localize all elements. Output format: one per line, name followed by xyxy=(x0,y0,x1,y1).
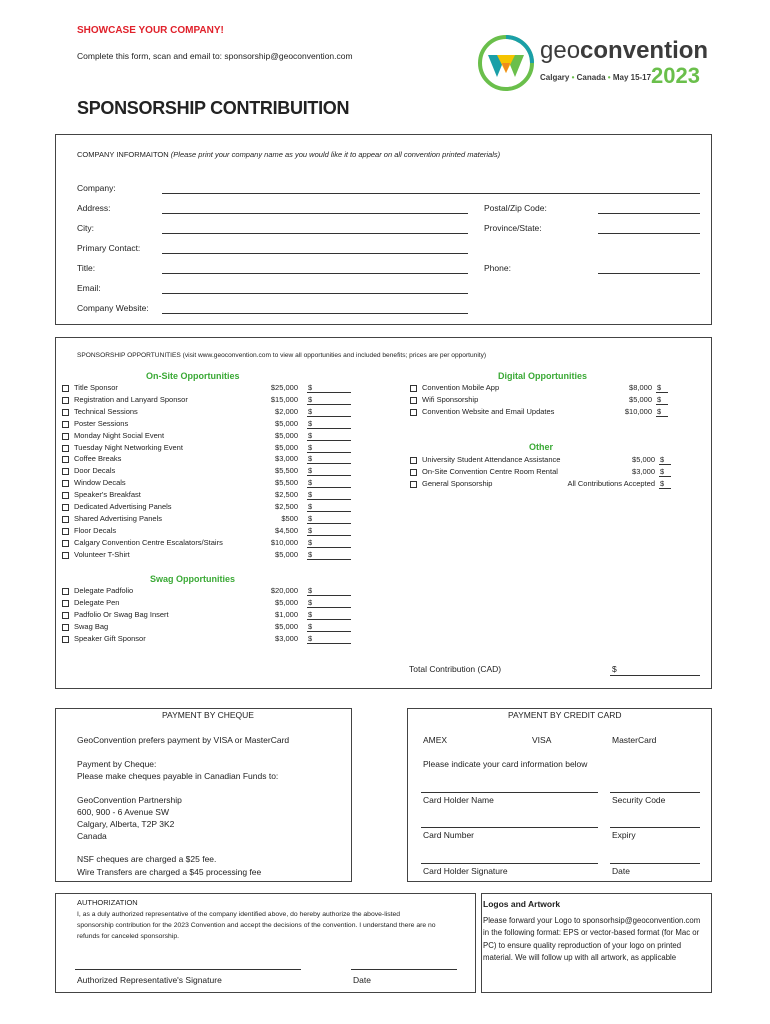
option-row[interactable] xyxy=(62,634,362,646)
option-price: $500 xyxy=(281,513,298,523)
option-amount-field[interactable] xyxy=(656,404,668,405)
option-row[interactable] xyxy=(62,383,362,395)
option-row[interactable] xyxy=(62,622,362,634)
digital-title: Digital Opportunities xyxy=(498,371,587,381)
city-field[interactable] xyxy=(162,233,468,234)
option-checkbox[interactable] xyxy=(62,552,69,559)
logos-text: Please forward your Logo to sponsorhsip@geoconvention.com in the following format: EPS or vector-based format (for Mac or PC) to ensure quality reproduction of your logo on printed material. We will follow up with all artwork, as applicable xyxy=(483,916,701,962)
option-dollar: $ xyxy=(308,478,313,488)
email-field[interactable] xyxy=(162,293,468,294)
option-row[interactable] xyxy=(410,407,710,419)
option-price: All Contributions Accepted xyxy=(567,478,655,488)
option-checkbox[interactable] xyxy=(410,409,417,416)
option-amount-field[interactable] xyxy=(307,523,351,524)
cheque-nsf: NSF cheques are charged a $25 fee. xyxy=(77,854,217,864)
option-checkbox[interactable] xyxy=(62,409,69,416)
option-checkbox[interactable] xyxy=(410,457,417,464)
city-label: City: xyxy=(77,223,94,233)
option-dollar: $ xyxy=(308,466,313,476)
option-price: $10,000 xyxy=(624,406,652,416)
option-row[interactable] xyxy=(62,395,362,407)
option-name: Delegate Pen xyxy=(74,597,120,607)
option-checkbox[interactable] xyxy=(62,516,69,523)
option-checkbox[interactable] xyxy=(62,504,69,511)
option-row[interactable] xyxy=(62,502,362,514)
card-indicate: Please indicate your card information below xyxy=(423,759,588,769)
option-price: $5,500 xyxy=(275,478,298,488)
option-checkbox[interactable] xyxy=(62,612,69,619)
swag-title: Swag Opportunities xyxy=(150,574,236,584)
card-number-field[interactable] xyxy=(421,827,598,828)
option-amount-field[interactable] xyxy=(307,631,351,632)
option-name: General Sponsorship xyxy=(422,478,493,488)
option-row[interactable] xyxy=(62,610,362,622)
option-name: Swag Bag xyxy=(74,621,109,631)
address-field[interactable] xyxy=(162,213,468,214)
option-checkbox[interactable] xyxy=(62,624,69,631)
option-name: University Student Attendance Assistance xyxy=(422,455,561,464)
option-price: $1,000 xyxy=(275,609,298,619)
option-dollar: $ xyxy=(308,394,313,404)
card-holder-name-label: Card Holder Name xyxy=(423,795,494,805)
expiry-label: Expiry xyxy=(612,830,636,840)
option-dollar: $ xyxy=(308,525,313,535)
logo-name-prefix: geo xyxy=(540,37,581,64)
onsite-title: On-Site Opportunities xyxy=(146,371,240,381)
option-dollar: $ xyxy=(308,633,313,643)
option-dollar: $ xyxy=(308,418,313,428)
showcase-heading: SHOWCASE YOUR COMPANY! xyxy=(77,25,224,36)
title-label: Title: xyxy=(77,263,96,273)
option-name: Poster Sessions xyxy=(74,418,129,428)
logo-year: 2023 xyxy=(651,63,700,88)
option-price: $2,500 xyxy=(275,490,298,500)
total-contribution-label: Total Contribution (CAD) xyxy=(409,664,502,674)
visa-option[interactable]: VISA xyxy=(532,735,552,745)
cheque-addr4: Canada xyxy=(77,831,107,841)
option-checkbox[interactable] xyxy=(62,456,69,463)
amex-option[interactable]: AMEX xyxy=(423,735,448,745)
option-checkbox[interactable] xyxy=(62,445,69,452)
card-holder-name-field[interactable] xyxy=(421,792,598,793)
form-instruction: Complete this form, scan and email to: sponsorship@geoconvention.com xyxy=(77,51,353,61)
cheque-heading: PAYMENT BY CHEQUE xyxy=(162,710,254,720)
option-row[interactable] xyxy=(62,466,362,478)
option-row[interactable] xyxy=(62,407,362,419)
primary-contact-field[interactable] xyxy=(162,253,468,254)
postal-field[interactable] xyxy=(598,213,700,214)
address-label: Address: xyxy=(77,203,111,213)
option-amount-field[interactable] xyxy=(659,488,671,489)
option-dollar: $ xyxy=(308,537,313,547)
option-price: $8,000 xyxy=(629,383,652,392)
option-name: Shared Advertising Panels xyxy=(74,513,162,523)
option-price: $3,000 xyxy=(275,633,298,643)
option-amount-field[interactable] xyxy=(307,643,351,644)
option-price: $5,000 xyxy=(275,418,298,428)
option-price: $5,500 xyxy=(275,466,298,476)
card-holder-signature-field[interactable] xyxy=(421,863,598,864)
option-price: $5,000 xyxy=(275,430,298,440)
option-checkbox[interactable] xyxy=(62,421,69,428)
option-name: Monday Night Social Event xyxy=(74,430,165,440)
option-price: $2,500 xyxy=(275,502,298,511)
card-date-label: Date xyxy=(612,866,630,876)
option-checkbox[interactable] xyxy=(62,480,69,487)
option-row[interactable] xyxy=(410,395,710,407)
option-amount-field[interactable] xyxy=(307,511,351,512)
logo-country: Canada xyxy=(576,73,606,82)
option-amount-field[interactable] xyxy=(307,440,351,441)
cheque-addr2: 600, 900 - 6 Avenue SW xyxy=(77,807,169,817)
option-dollar: $ xyxy=(308,597,313,607)
option-name: Door Decals xyxy=(74,466,116,476)
option-name: Floor Decals xyxy=(74,525,117,535)
option-name: Calgary Convention Centre Escalators/Stairs xyxy=(74,537,223,547)
option-row[interactable] xyxy=(410,455,710,467)
authorization-text: I, as a duly authorized representative of the company identified above, do hereby authorize the above-listed sponsorship contribution for the 2023 Convention and accept the decisions of the convention. I understand there are no refunds for canceled sponsorship. xyxy=(77,911,436,940)
logo-name-suffix: convention xyxy=(580,37,709,64)
option-row[interactable] xyxy=(410,479,710,491)
option-checkbox[interactable] xyxy=(62,540,69,547)
authorization-date-label: Date xyxy=(353,975,371,985)
expiry-field[interactable] xyxy=(610,827,700,828)
option-checkbox[interactable] xyxy=(410,397,417,404)
primary-contact-label: Primary Contact: xyxy=(77,243,141,253)
geoconvention-logo-mark xyxy=(476,33,536,93)
option-amount-field[interactable] xyxy=(307,475,351,476)
mastercard-option[interactable]: MasterCard xyxy=(612,735,657,745)
option-name: Speaker Gift Sponsor xyxy=(74,633,146,643)
option-checkbox[interactable] xyxy=(62,468,69,475)
card-number-label: Card Number xyxy=(423,830,475,840)
card-date-field[interactable] xyxy=(610,863,700,864)
option-dollar: $ xyxy=(657,383,662,392)
option-dollar: $ xyxy=(657,406,662,416)
option-name: Dedicated Advertising Panels xyxy=(74,502,172,511)
option-price: $4,500 xyxy=(275,525,298,535)
option-price: $5,000 xyxy=(275,621,298,631)
option-row[interactable] xyxy=(62,586,362,598)
option-amount-field[interactable] xyxy=(307,452,351,453)
option-amount-field[interactable] xyxy=(307,416,351,417)
option-amount-field[interactable] xyxy=(307,463,351,464)
logos-heading: Logos and Artwork xyxy=(483,899,561,909)
total-contribution-field[interactable] xyxy=(610,675,700,676)
option-price: $5,000 xyxy=(275,597,298,607)
option-dollar: $ xyxy=(308,586,313,595)
option-name: Speaker's Breakfast xyxy=(74,490,141,500)
option-amount-field[interactable] xyxy=(307,559,351,560)
website-field[interactable] xyxy=(162,313,468,314)
cheque-by-cheque: Payment by Cheque: xyxy=(77,759,157,769)
company-info-heading: COMPANY INFORMAITON xyxy=(77,150,169,159)
website-label: Company Website: xyxy=(77,303,149,313)
option-dollar: $ xyxy=(308,406,313,416)
option-row[interactable] xyxy=(62,550,362,562)
phone-field[interactable] xyxy=(598,273,700,274)
option-checkbox[interactable] xyxy=(410,385,417,392)
option-dollar: $ xyxy=(660,478,665,488)
cheque-wire: Wire Transfers are charged a $45 processing fee xyxy=(77,867,262,877)
option-name: Wifi Sponsorship xyxy=(422,394,479,404)
logo-city: Calgary xyxy=(540,73,570,82)
option-amount-field[interactable] xyxy=(307,428,351,429)
option-row[interactable] xyxy=(62,431,362,443)
option-dollar: $ xyxy=(308,490,313,500)
option-checkbox[interactable] xyxy=(62,528,69,535)
option-amount-field[interactable] xyxy=(656,416,668,417)
option-checkbox[interactable] xyxy=(62,492,69,499)
option-row[interactable] xyxy=(410,383,710,395)
option-name: Convention Website and Email Updates xyxy=(422,406,555,416)
option-dollar: $ xyxy=(308,621,313,631)
option-amount-field[interactable] xyxy=(307,392,351,393)
option-row[interactable] xyxy=(62,443,362,455)
option-dollar: $ xyxy=(308,502,313,511)
option-dollar: $ xyxy=(308,549,313,559)
option-name: Padfolio Or Swag Bag Insert xyxy=(74,609,169,619)
option-row[interactable] xyxy=(62,526,362,538)
opportunities-heading: SPONSORSHIP OPPORTUNITIES (visit www.geoconvention.com to view all opportunities and included benefits; prices are per opportunity) xyxy=(77,352,487,359)
authorized-signature-field[interactable] xyxy=(75,969,301,970)
option-amount-field[interactable] xyxy=(307,404,351,405)
option-dollar: $ xyxy=(308,383,313,392)
option-checkbox[interactable] xyxy=(410,481,417,488)
cheque-addr3: Calgary, Alberta, T2P 3K2 xyxy=(77,819,175,829)
option-dollar: $ xyxy=(308,442,313,452)
cheque-payable: Please make cheques payable in Canadian Funds to: xyxy=(77,771,279,781)
option-row[interactable] xyxy=(62,598,362,610)
option-name: Convention Mobile App xyxy=(422,383,500,392)
option-price: $5,000 xyxy=(275,442,298,452)
option-checkbox[interactable] xyxy=(62,588,69,595)
option-checkbox[interactable] xyxy=(62,600,69,607)
option-row[interactable] xyxy=(410,467,710,479)
option-price: $10,000 xyxy=(270,537,298,547)
option-price: $3,000 xyxy=(275,454,298,464)
province-field[interactable] xyxy=(598,233,700,234)
province-label: Province/State: xyxy=(484,223,542,233)
option-price: $5,000 xyxy=(629,394,652,404)
option-checkbox[interactable] xyxy=(62,385,69,392)
option-amount-field[interactable] xyxy=(307,547,351,548)
cheque-addr1: GeoConvention Partnership xyxy=(77,795,182,805)
total-dollar-sign: $ xyxy=(612,664,617,674)
option-checkbox[interactable] xyxy=(62,397,69,404)
option-price: $5,000 xyxy=(275,549,298,559)
option-dollar: $ xyxy=(660,455,665,464)
option-name: Tuesday Night Networking Event xyxy=(74,442,183,452)
option-amount-field[interactable] xyxy=(307,619,351,620)
option-checkbox[interactable] xyxy=(410,469,417,476)
option-checkbox[interactable] xyxy=(62,636,69,643)
option-dollar: $ xyxy=(308,454,313,464)
authorization-heading: AUTHORIZATION xyxy=(77,898,138,907)
security-code-field[interactable] xyxy=(610,792,700,793)
option-price: $2,000 xyxy=(275,406,298,416)
card-holder-signature-label: Card Holder Signature xyxy=(423,866,508,876)
geoconvention-logo: geoconvention Calgary • Canada • May 15-17 2023 xyxy=(476,33,706,93)
option-name: On-Site Convention Centre Room Rental xyxy=(422,466,558,476)
option-amount-field[interactable] xyxy=(307,487,351,488)
option-name: Title Sponsor xyxy=(74,383,118,392)
option-amount-field[interactable] xyxy=(307,499,351,500)
option-amount-field[interactable] xyxy=(659,464,671,465)
logo-dates: May 15-17 xyxy=(612,73,652,82)
option-price: $20,000 xyxy=(270,586,298,595)
option-price: $3,000 xyxy=(632,466,655,476)
option-row[interactable] xyxy=(62,538,362,550)
option-name: Window Decals xyxy=(74,478,126,488)
option-amount-field[interactable] xyxy=(656,392,668,393)
option-checkbox[interactable] xyxy=(62,433,69,440)
other-title: Other xyxy=(529,442,554,452)
option-name: Registration and Lanyard Sponsor xyxy=(74,394,188,404)
option-dollar: $ xyxy=(660,466,665,476)
company-info-note: (Please print your company name as you would like it to appear on all convention printed materials) xyxy=(170,150,501,159)
option-price: $5,000 xyxy=(632,455,655,464)
option-row[interactable] xyxy=(62,514,362,526)
company-info-section xyxy=(55,134,712,325)
option-row[interactable] xyxy=(62,454,362,466)
authorization-date-field[interactable] xyxy=(351,969,457,970)
phone-label: Phone: xyxy=(484,263,511,273)
option-dollar: $ xyxy=(308,513,313,523)
credit-card-heading: PAYMENT BY CREDIT CARD xyxy=(508,710,622,720)
option-dollar: $ xyxy=(308,430,313,440)
option-amount-field[interactable] xyxy=(659,476,671,477)
option-name: Delegate Padfolio xyxy=(74,586,134,595)
company-field[interactable] xyxy=(162,193,700,194)
option-price: $15,000 xyxy=(270,394,298,404)
option-amount-field[interactable] xyxy=(307,607,351,608)
option-name: Coffee Breaks xyxy=(74,454,122,464)
option-price: $25,000 xyxy=(270,383,298,392)
email-label: Email: xyxy=(77,283,101,293)
option-row[interactable] xyxy=(62,490,362,502)
option-dollar: $ xyxy=(657,394,662,404)
company-label: Company: xyxy=(77,183,116,193)
cheque-prefers: GeoConvention prefers payment by VISA or MasterCard xyxy=(77,735,290,745)
security-code-label: Security Code xyxy=(612,795,666,805)
title-field[interactable] xyxy=(162,273,468,274)
option-row[interactable] xyxy=(62,419,362,431)
option-name: Volunteer T-Shirt xyxy=(74,549,130,559)
option-row[interactable] xyxy=(62,478,362,490)
option-dollar: $ xyxy=(308,609,313,619)
option-name: Technical Sessions xyxy=(74,406,138,416)
postal-label: Postal/Zip Code: xyxy=(484,203,547,213)
authorized-signature-label: Authorized Representative's Signature xyxy=(77,975,222,985)
option-amount-field[interactable] xyxy=(307,595,351,596)
option-amount-field[interactable] xyxy=(307,535,351,536)
page-title: SPONSORSHIP CONTRIBUITION xyxy=(77,98,350,118)
